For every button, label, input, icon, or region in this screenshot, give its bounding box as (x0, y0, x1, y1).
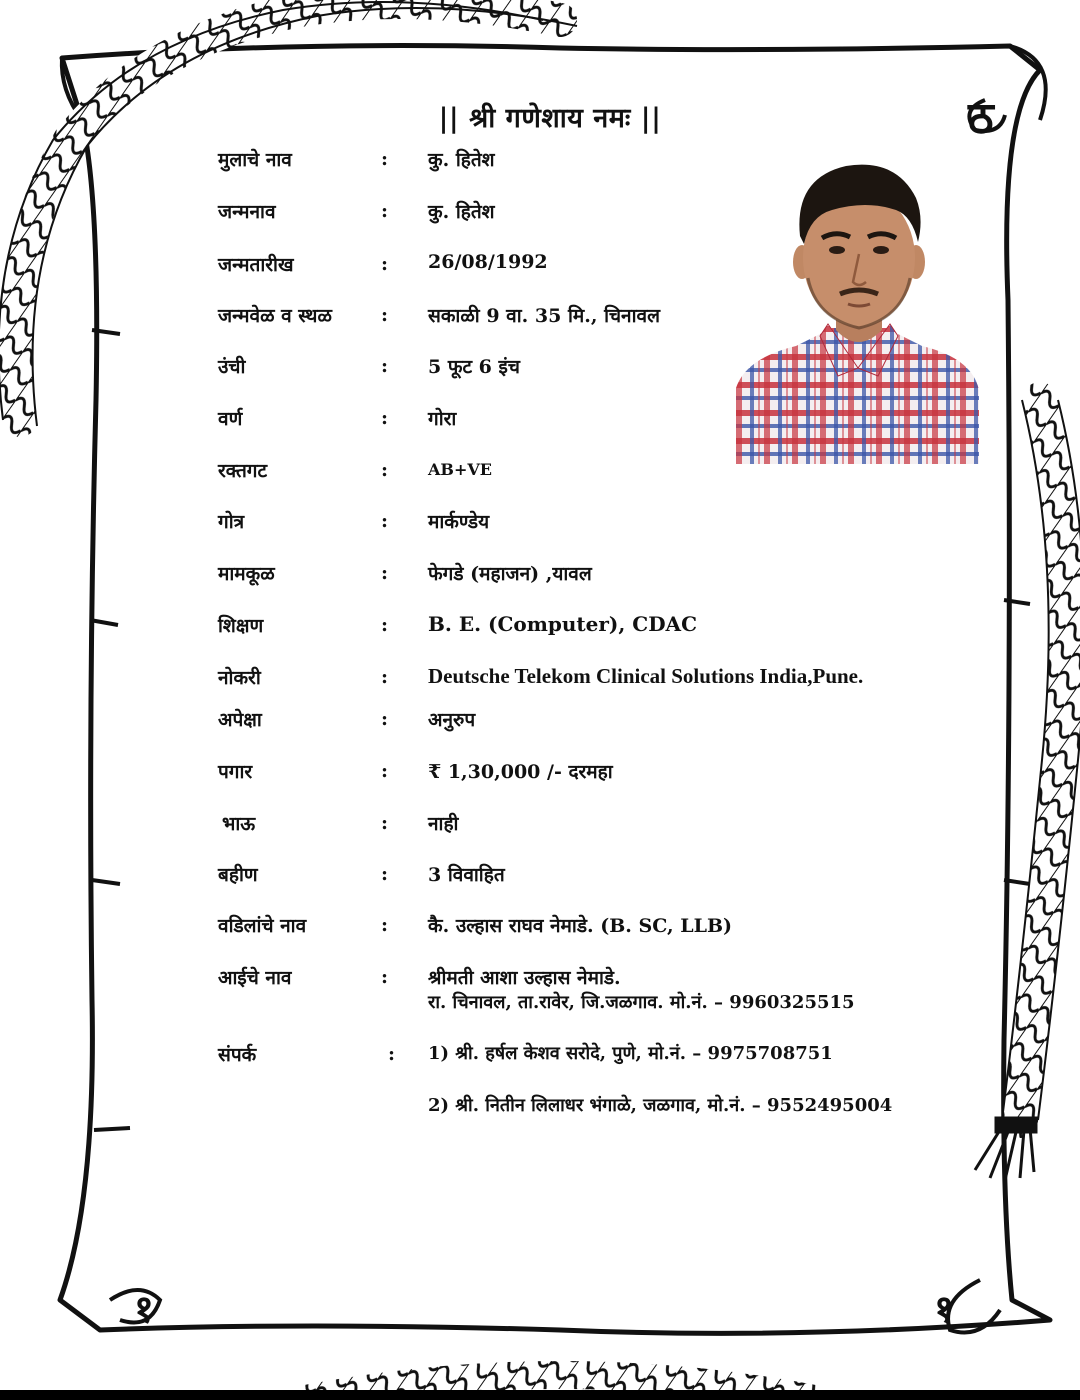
detail-colon: : (381, 863, 389, 885)
profile-photo (736, 158, 979, 464)
detail-colon: : (381, 459, 389, 481)
detail-value-line2: 2) श्री. नितीन लिलाधर भंगाळे, जळगाव, मो.नं. – 9552495004 (428, 1095, 893, 1116)
detail-label: वर्ण (218, 408, 243, 430)
detail-label: आईचे नाव (218, 967, 292, 989)
bottom-black-bar (0, 1390, 1080, 1400)
detail-row-salary (218, 758, 938, 798)
detail-colon: : (381, 407, 389, 429)
corner-mark-bottom-left: १ (134, 1286, 154, 1331)
detail-label: मामकूळ (218, 563, 275, 585)
detail-label: मुलाचे नाव (218, 149, 292, 171)
detail-colon: : (381, 760, 389, 782)
detail-colon: : (381, 666, 389, 688)
detail-value: 26/08/1992 (428, 251, 548, 273)
detail-colon: : (381, 148, 389, 170)
detail-value: कु. हितेश (428, 201, 495, 223)
detail-value: कु. हितेश (428, 149, 495, 171)
detail-row-expectation (218, 706, 938, 746)
detail-label: संपर्क (218, 1044, 257, 1066)
detail-value: B. E. (Computer), CDAC (428, 612, 697, 636)
detail-row-gotra (218, 508, 938, 548)
detail-value: फेगडे (महाजन) ,यावल (428, 563, 592, 585)
detail-value: ₹ 1,30,000 /- दरमहा (428, 761, 613, 783)
detail-label: अपेक्षा (218, 709, 262, 731)
detail-colon: : (381, 304, 389, 326)
detail-colon: : (381, 614, 389, 636)
detail-label: पगार (218, 761, 253, 783)
detail-value: 1) श्री. हर्षल केशव सरोदे, पुणे, मो.नं. – 9975708751 (428, 1043, 833, 1064)
detail-colon: : (381, 914, 389, 936)
detail-label: भाऊ (222, 813, 256, 835)
detail-row-job (218, 664, 938, 704)
detail-value: 3 विवाहित (428, 864, 505, 886)
detail-value: अनुरुप (428, 709, 476, 731)
detail-value: मार्कण्डेय (428, 511, 490, 533)
detail-colon: : (381, 355, 389, 377)
detail-value: सकाळी 9 वा. 35 मि., चिनावल (428, 305, 660, 327)
detail-value: AB+VE (428, 460, 492, 479)
detail-colon: : (381, 708, 389, 730)
detail-colon: : (381, 812, 389, 834)
detail-colon: : (381, 966, 389, 988)
detail-value: 5 फूट 6 इंच (428, 356, 520, 378)
detail-colon: : (381, 510, 389, 532)
detail-label: गोत्र (218, 511, 245, 533)
detail-value-line2: रा. चिनावल, ता.रावेर, जि.जळगाव. मो.नं. – 9960325515 (428, 992, 855, 1013)
detail-value: गोरा (428, 408, 457, 430)
detail-label: रक्तगट (218, 460, 268, 482)
detail-label: वडिलांचे नाव (218, 915, 307, 937)
detail-value: नाही (428, 813, 459, 835)
detail-label: शिक्षण (218, 615, 264, 637)
detail-row-sister (218, 861, 938, 901)
corner-mark-bottom-right: १ (934, 1286, 954, 1331)
detail-row-father-name (218, 912, 938, 952)
detail-label: जन्मतारीख (218, 254, 294, 276)
detail-colon: : (381, 562, 389, 584)
detail-label: नोकरी (218, 667, 261, 689)
detail-row-mother-name (218, 964, 938, 1024)
detail-colon: : (381, 253, 389, 275)
corner-mark-top-right: ठ (968, 93, 994, 144)
detail-label: जन्मनाव (218, 201, 276, 223)
detail-row-maternal-clan (218, 560, 938, 600)
detail-colon: : (388, 1043, 396, 1065)
detail-value: कै. उल्हास राघव नेमाडे. (B. SC, LLB) (428, 915, 732, 937)
detail-colon: : (381, 200, 389, 222)
detail-row-education (218, 612, 938, 652)
detail-value: श्रीमती आशा उल्हास नेमाडे. (428, 967, 621, 989)
detail-value: Deutsche Telekom Clinical Solutions India,Pune. (428, 664, 864, 688)
detail-row-contact (218, 1041, 938, 1127)
detail-label: उंची (218, 356, 246, 378)
rope-right (1020, 400, 1067, 1120)
detail-label: बहीण (218, 864, 258, 886)
detail-row-brother (218, 810, 938, 850)
invocation-heading: || श्री गणेशाय नमः || (438, 103, 662, 134)
detail-label: जन्मवेळ व स्थळ (218, 305, 332, 327)
